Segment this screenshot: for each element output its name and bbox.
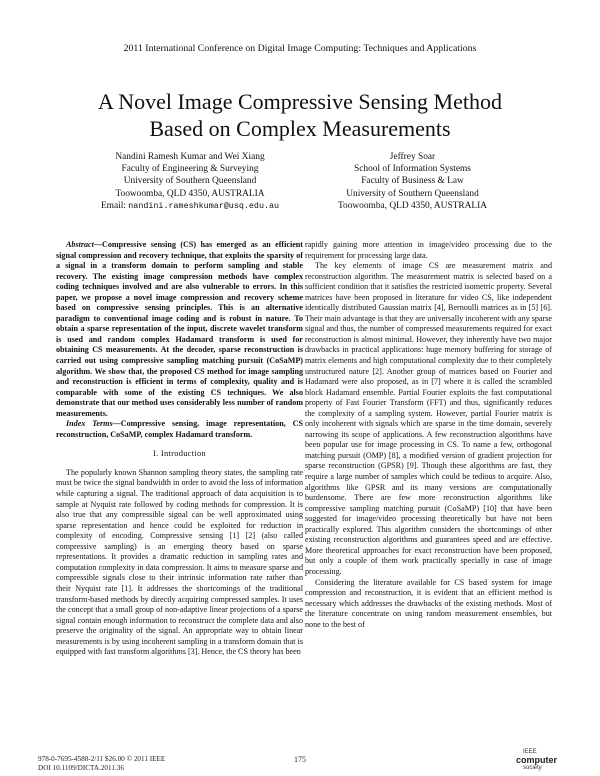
- ieee-computer-society-logo: [508, 749, 564, 773]
- title-line-2: Based on Complex Measurements: [149, 116, 451, 141]
- author-university: University of Southern Queensland: [123, 176, 257, 187]
- abstract-text: Compressive sensing (CS) has emerged as an efficient signal compression and recovery technique, that exploits the sparsity of a signal in a transform domain to perform sampling and stable recovery. The existing image compression methods have complex coding techniques involved and are also vulnerable to errors. In this paper, we propose a novel image compression and recovery scheme based on compressive sensing principles. This is an alternative paradigm to conventional image coding and is robust in nature. To obtain a sparse representation of the input, discrete wavelet transform is used and random complex Hadamard transform is used for obtaining CS measurements. At the decoder, sparse reconstruction is carried out using compressive sampling matching pursuit (CoSaMP) algorithm. We show that, the proposed CS method for image sampling and reconstruction is efficient in terms of complexity, quality and is comparable with some of the existing CS techniques. We also demonstrate that our method uses considerably less number of random measurements.: [56, 240, 303, 418]
- author-address: Toowoomba, QLD 4350, AUSTRALIA: [337, 200, 488, 211]
- intro-paragraph-2: The key elements of image CS are measurement matrix and reconstruction algorithm. The measurement matrix is selected based on a sufficient condition that it satisfies the restricted isometric property. Several matrices have been proposed in literature for video CS, like independent identically distributed Gaussian matrix [4], Bernoulli matrices as in [5] [6]. Their main advantage is that they are universally incoherent with any sparse signal and thus, the number of compressed measurements required for exact reconstruction is almost minimal. However, they inherently have two major drawbacks in practical applications: huge memory buffering for storage of matrix elements and high computational complexity due to their completely unstructured nature [2]. Another group of matrices based on Fourier and Hadamard were also proposed, as in [7] where it is called the scrambled block Hadamard ensemble. Partial Fourier exploits the fast computational property of Fast Fourier Transform (FFT) and thus, significantly reduces the complexity of a sampling system. However, partial Fourier matrix is only incoherent with signals which are sparse in the time domain, severely narrowing its scope of applications. A few reconstruction algorithms have been popular use for image processing in CS. To name a few, orthogonal matching pursuit (OMP) [8], a modified version of gradient projection for sparse reconstruction (GPSR) [9]. Though these algorithms are fast, they require a large number of samples which could be tedious to acquire. Also, algorithms like GPSR and its many versions are computationally burdensome. There are few more reconstruction algorithms like compressive sampling matching pursuit (CoSaMP) [10] that have been suggested for image/video processing theoretically but have not been practically explored. This algorithm considers the shortcomings of other existing reconstruction algorithms and guarantees speed and are effective. More theoretical approaches for exact reconstruction have been proposed, but only a couple of them work practically specially in case of image processing.: [305, 261, 552, 576]
- author-email-line: [60, 200, 320, 212]
- author-block-left: [60, 151, 320, 212]
- author-faculty: Faculty of Business & Law: [361, 176, 464, 187]
- logo-top-text: IEEE: [523, 749, 537, 755]
- section-heading-introduction: I. Introduction: [153, 449, 206, 459]
- logo-main-text: computer: [516, 755, 558, 765]
- author-names: Nandini Ramesh Kumar and Wei Xiang: [115, 152, 265, 162]
- author-faculty: Faculty of Engineering & Surveying: [121, 164, 259, 175]
- author-school: School of Information Systems: [354, 164, 471, 175]
- logo-bottom-text: society: [523, 765, 542, 771]
- left-column: [56, 240, 303, 658]
- author-address: Toowoomba, QLD 4350, AUSTRALIA: [115, 188, 265, 199]
- title-line-1: A Novel Image Compressive Sensing Method: [98, 89, 502, 114]
- email-label: Email:: [100, 200, 126, 211]
- email-address[interactable]: nandini.rameshkumar@usq.edu.au: [128, 200, 280, 211]
- paper-title: [40, 88, 560, 142]
- author-name: Jeffrey Soar: [389, 152, 436, 162]
- index-terms-text: Compressive sensing, image representation, CS reconstruction, CoSaMP, complex Hadamard transform.: [56, 419, 303, 439]
- index-terms-label: Index Terms—: [66, 419, 121, 429]
- author-block-right: [315, 151, 510, 212]
- page-number: 175: [294, 755, 306, 764]
- intro-paragraph-1: The popularly known Shannon sampling theory states, the sampling rate must be twice the signal bandwidth in order to avoid the loss of information while capturing a signal. The traditional approach of data acquisition is to sample at Nyquist rate followed by coding methods for compression. It is also true that any compressible signal can be well approximated using sparse representation and hence could be exploited for reduction in complexity of encoding. Compressive sensing [1] [2] (also called compressive sampling) is an emerging theory based on sparse representations. It provides a dramatic reduction in sampling rates and computation complexity in data compression. It aims to measure sparse and compressible signals close to their intrinsic information rate rather than their Nyquist rate [1]. It addresses the shortcomings of the traditional transform-based methods by directly acquiring compressed samples. It uses the concept that a small group of non-adaptive linear projections of a sparse signal contain enough information to reconstruct the complete data and also preserve the originality of the signal. An appropriate way to obtain linear measurements is by using incoherent sampling in a transform domain that is equipped with fast transform algorithms [3]. Hence, the CS theory has been: [56, 467, 303, 657]
- intro-paragraph-continued: rapidly gaining more attention in image/video processing due to the requirement for processing large data.: [305, 240, 552, 260]
- index-terms: [56, 419, 303, 440]
- intro-paragraph-3: Considering the literature available for CS based system for image compression and reconstruction, it is evident that an efficient method is necessary which addresses the drawbacks of the existing methods. Most of the literature concentrate on using random measurement ensembles, but none to the best of: [305, 577, 552, 629]
- conference-header: 2011 International Conference on Digital Image Computing: Techniques and Applications: [123, 43, 477, 54]
- abstract-label: Abstract—: [66, 240, 102, 249]
- footer-doi[interactable]: DOI 10.1109/DICTA.2011.36: [38, 764, 124, 772]
- right-column: [305, 240, 552, 630]
- footer-isbn: 978-0-7695-4588-2/11 $26.00 © 2011 IEEE: [38, 755, 166, 763]
- abstract: [56, 240, 303, 419]
- author-university: University of Southern Queensland: [346, 188, 479, 199]
